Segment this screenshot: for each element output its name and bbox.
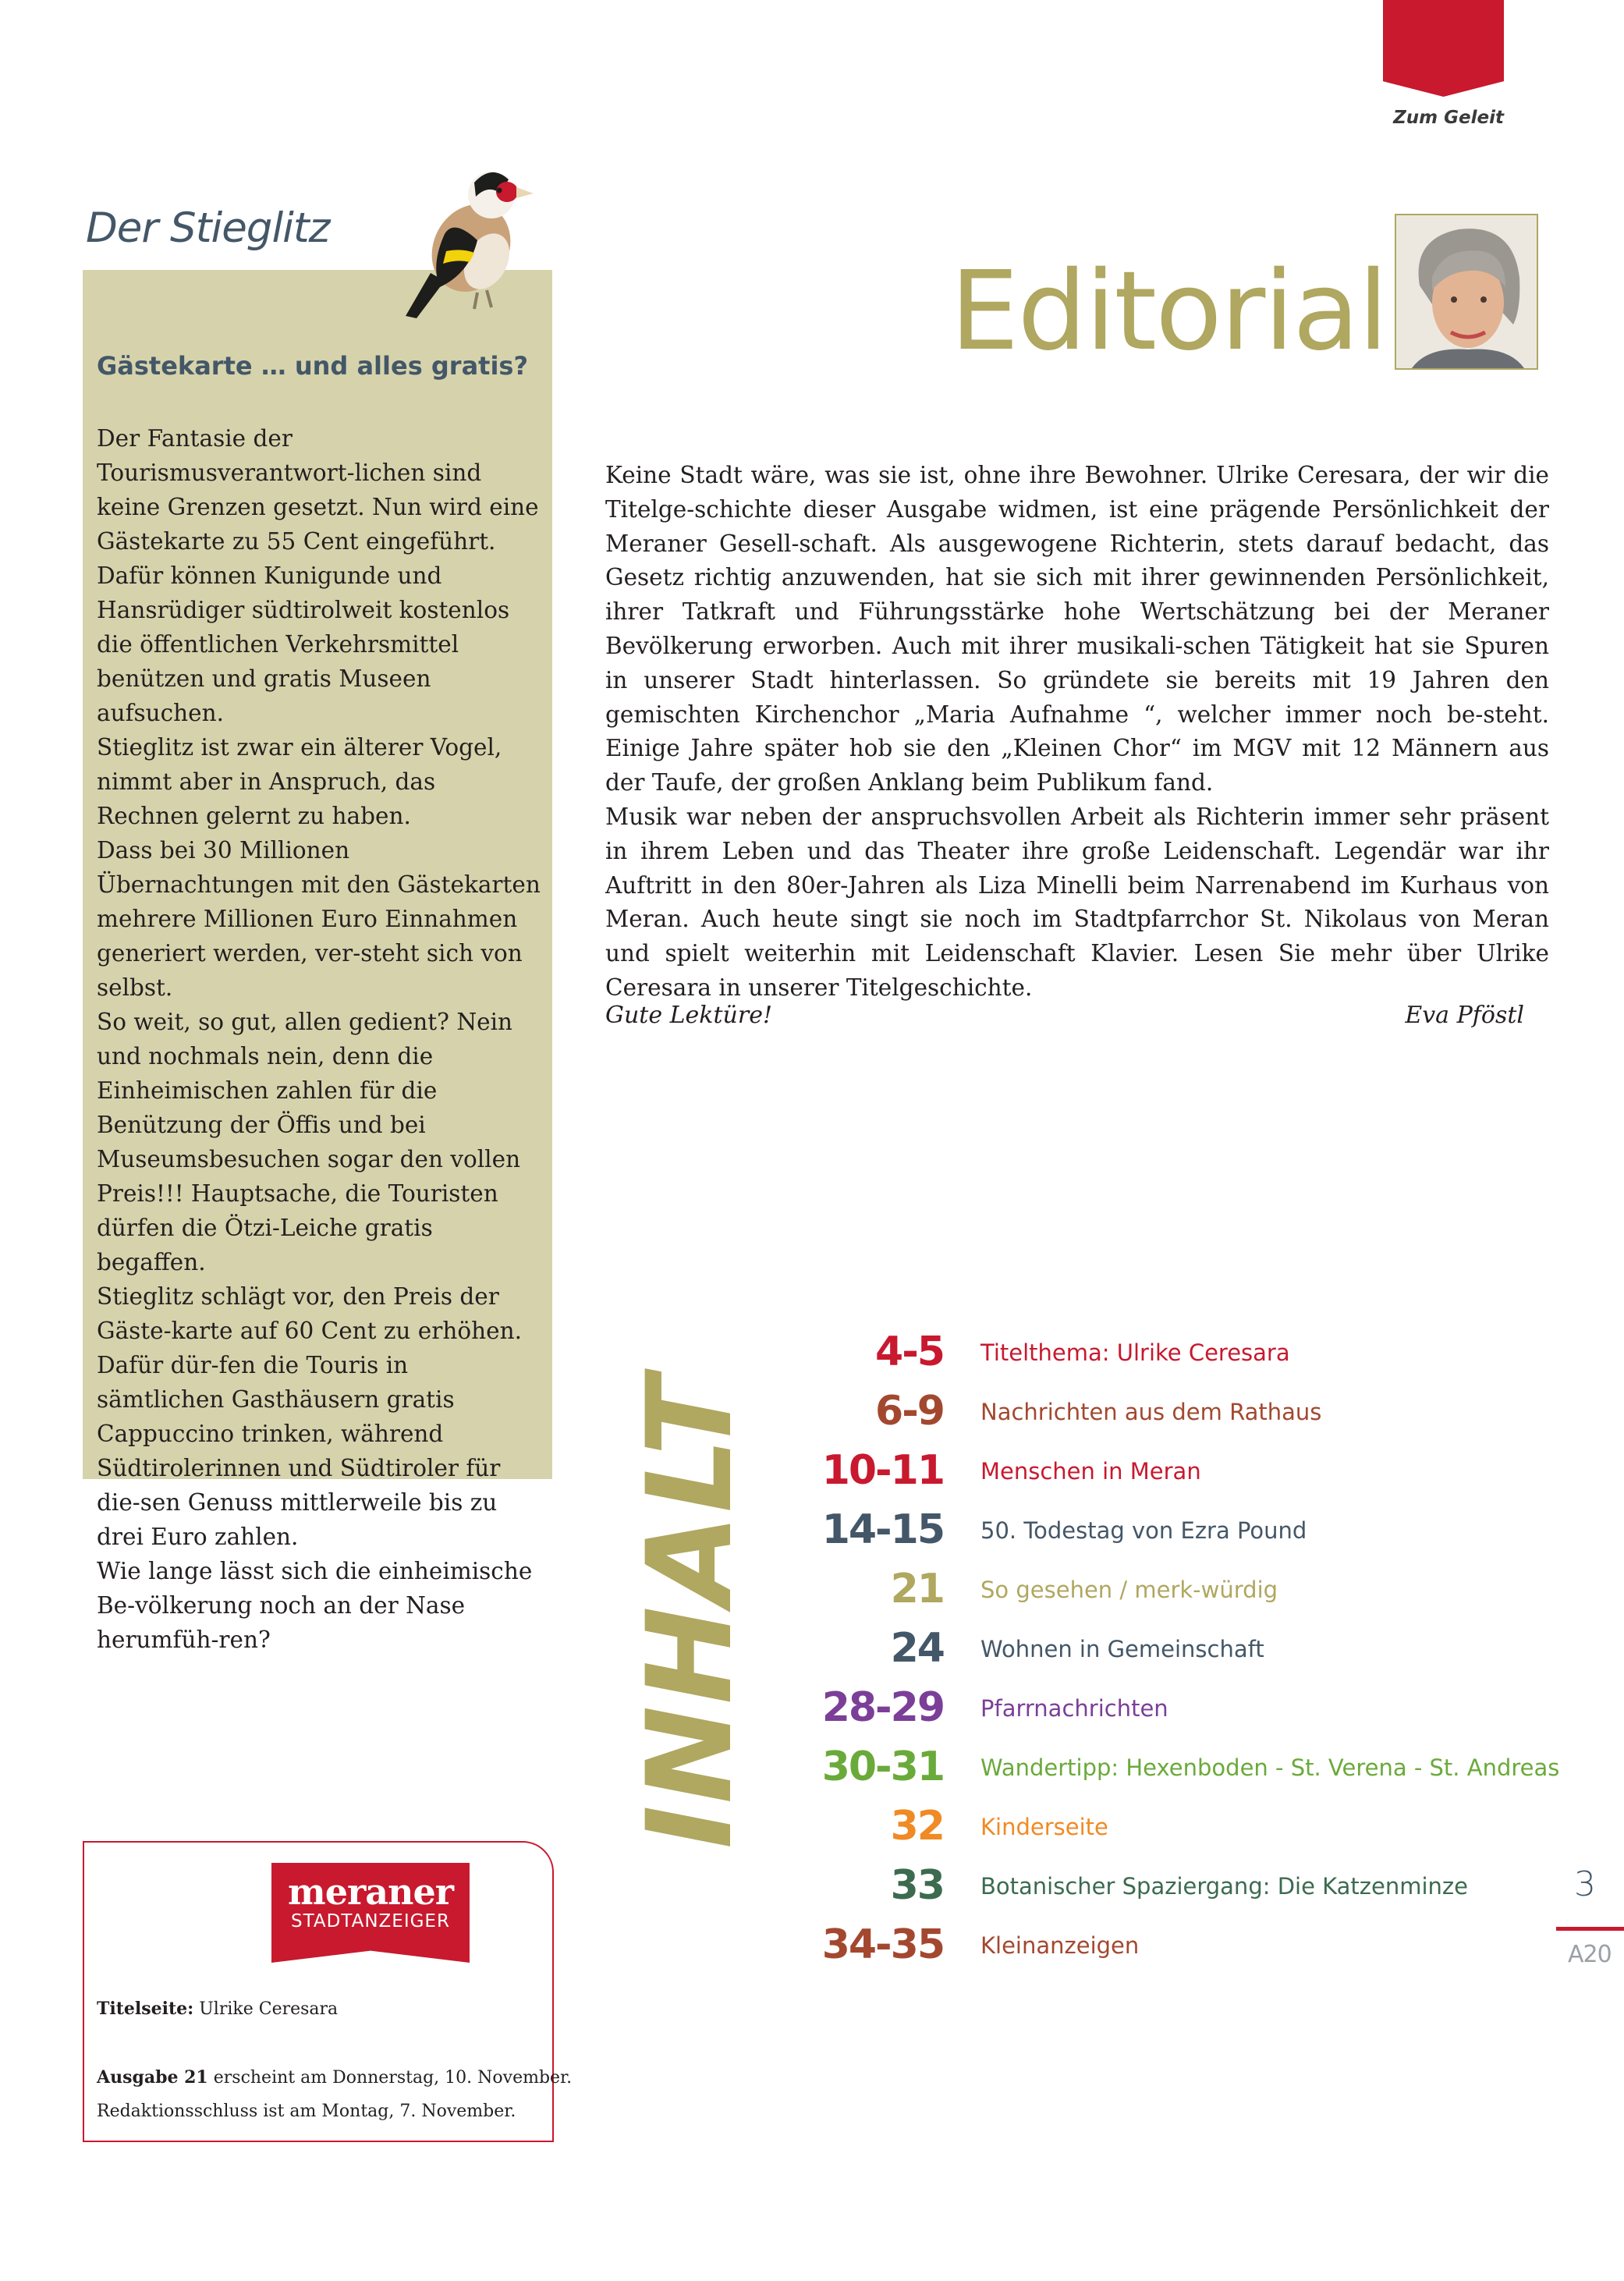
toc-entry[interactable]: [780, 1326, 1560, 1385]
toc-entry[interactable]: [780, 1623, 1560, 1682]
toc-entry-pages: 30-31: [821, 1744, 944, 1790]
toc-heading: INHALT: [622, 1374, 758, 1849]
toc-entry-title: Wandertipp: Hexenboden - St. Verena - St. Andreas: [980, 1754, 1560, 1781]
page-number-rule: [1556, 1927, 1624, 1931]
toc-entry[interactable]: [780, 1563, 1560, 1623]
toc-entry-pages: 6-9: [875, 1388, 944, 1435]
toc-entry[interactable]: [780, 1860, 1560, 1919]
page-number: 3: [1574, 1864, 1596, 1904]
toc-entry-title: Botanischer Spaziergang: Die Katzenminze: [980, 1873, 1469, 1900]
toc-entry-pages: 14-15: [821, 1506, 944, 1553]
toc-entry-pages: 32: [890, 1803, 944, 1850]
toc-entry-pages: 10-11: [821, 1447, 944, 1494]
column-paragraph: Stieglitz ist zwar ein älterer Vogel, nimmt aber in Anspruch, das Rechnen gelernt zu haben.: [97, 734, 502, 829]
author-photo: [1395, 214, 1538, 370]
goldfinch-icon: [399, 156, 540, 324]
toc-entry[interactable]: [780, 1445, 1560, 1504]
toc-entry-pages: 24: [890, 1625, 944, 1672]
toc-entry-title: So gesehen / merk-würdig: [980, 1577, 1278, 1603]
toc-entry-pages: 34-35: [821, 1921, 944, 1968]
toc-entry-title: Kleinanzeigen: [980, 1932, 1140, 1959]
toc-entry-pages: 21: [890, 1566, 944, 1612]
logo-subtitle: STADTANZEIGER: [291, 1911, 450, 1932]
cover-credit-value: Ulrike Ceresara: [193, 1999, 339, 2019]
editorial-closing: Gute Lektüre!: [605, 1002, 773, 1029]
toc-entry-title: Kinderseite: [980, 1814, 1108, 1840]
editorial-title: Editorial: [950, 248, 1387, 375]
toc-entry[interactable]: [780, 1800, 1560, 1860]
column-paragraph: So weit, so gut, allen gedient? Nein und nochmals nein, denn die Einheimischen zahlen für die Benützung der Öffis und bei Museumsbesuchen sogar den vollen Preis!!! Hauptsache, die Touristen dürfen die Ötzi-Leiche gratis begaffen.: [97, 1009, 521, 1275]
column-paragraph: Dass bei 30 Millionen Übernachtungen mit den Gästekarten mehrere Millionen Euro Einnahmen generiert werden, ver-steht sich von selbst.: [97, 837, 541, 1001]
issue-code: A20: [1568, 1941, 1612, 1968]
deadline-note: Redaktionsschluss ist am Montag, 7. November.: [97, 2102, 516, 2121]
toc-entry-title: Menschen in Meran: [980, 1458, 1201, 1485]
column-paragraph: Der Fantasie der Tourismusverantwort-lichen sind keine Grenzen gesetzt. Nun wird eine Gästekarte zu 55 Cent eingeführt. Dafür können Kunigunde und Hansrüdiger südtirolweit kostenlos die öffentlichen Verkehrsmittel benützen und gratis Museen aufsuchen.: [97, 425, 539, 726]
toc-entry-title: Pfarrnachrichten: [980, 1695, 1168, 1722]
portrait-icon: [1396, 215, 1537, 368]
column-body: [97, 421, 541, 1657]
toc-entry-pages: 28-29: [821, 1684, 944, 1731]
column-paragraph: Stieglitz schlägt vor, den Preis der Gäste-karte auf 60 Cent zu erhöhen. Dafür dür-fen die Touris in sämtlichen Gasthäusern gratis Cappuccino trinken, während Südtirolerinnen und Südtiroler für die-sen Genuss mittlerweile bis zu drei Euro zahlen.: [97, 1283, 522, 1550]
issue-note-label: Ausgabe 21: [97, 2067, 208, 2088]
toc-entry[interactable]: [780, 1682, 1560, 1741]
toc-entry-title: Wohnen in Gemeinschaft: [980, 1636, 1264, 1662]
column-heading: Gästekarte … und alles gratis?: [97, 351, 529, 381]
column-title: Der Stieglitz: [86, 204, 330, 252]
toc-entry-pages: 33: [890, 1862, 944, 1909]
cover-credit-label: Titelseite:: [97, 1999, 194, 2019]
column-paragraph: Wie lange lässt sich die einheimische Be-völkerung noch an der Nase herumfüh-ren?: [97, 1558, 533, 1653]
editorial-paragraph: Musik war neben der anspruchsvollen Arbeit als Richterin immer sehr präsent in ihrem Leben und das Theater ihre große Leidenschaft. Legendär war ihr Auftritt in den 80er-Jahren als Liza Minelli beim Narrenabend im Kurhaus von Meran. Auch heute singt sie noch im Stadtpfarrchor St. Nikolaus von Meran und spielt weiterhin mit Leidenschaft Klavier. Lesen Sie mehr über Ulrike Ceresara in unserer Titelgeschichte.: [605, 803, 1549, 1001]
toc-entry[interactable]: [780, 1919, 1560, 1978]
editorial-paragraph: Keine Stadt wäre, was sie ist, ohne ihre Bewohner. Ulrike Ceresara, der wir die Titelge-schichte dieser Ausgabe widmen, ist eine prägende Persönlichkeit der Meraner Gesell-schaft. Als ausgewogene Richterin, stets darauf bedacht, das Gesetz richtig anzuwenden, hat sie sich mit ihrer gewinnenden Persönlichkeit, ihrer Tatkraft und Führungsstärke hohe Wertschätzung bei der Meraner Bevölkerung erworben. Auch mit ihrer musikali-schen Tätigkeit hat sie Spuren in unserer Stadt hinterlassen. So gründete sie bereits mit 19 Jahren den gemischten Kirchenchor „Maria Aufnahme “, welcher immer noch be-steht. Einige Jahre später hob sie den „Kleinen Chor“ im MGV mit 12 Männern aus der Taufe, der großen Anklang beim Publikum fand.: [605, 462, 1549, 796]
editorial-body: [605, 459, 1549, 1006]
toc-entry-pages: 4-5: [875, 1329, 944, 1375]
toc-entry[interactable]: [780, 1741, 1560, 1800]
toc-entry-title: Titelthema: Ulrike Ceresara: [980, 1339, 1290, 1366]
toc-entry-title: 50. Todestag von Ezra Pound: [980, 1517, 1307, 1544]
cover-credit: [97, 1999, 338, 2019]
logo-wordmark: meraner: [288, 1871, 453, 1913]
section-ribbon: [1383, 0, 1504, 97]
toc-entry[interactable]: [780, 1385, 1560, 1445]
toc-entry-title: Nachrichten aus dem Rathaus: [980, 1399, 1322, 1425]
issue-note-value: erscheint am Donnerstag, 10. November.: [207, 2068, 573, 2088]
toc-entry[interactable]: [780, 1504, 1560, 1563]
editorial-author: Eva Pföstl: [1405, 1002, 1524, 1029]
section-label: Zum Geleit: [1393, 108, 1504, 128]
issue-note: [97, 2067, 572, 2088]
